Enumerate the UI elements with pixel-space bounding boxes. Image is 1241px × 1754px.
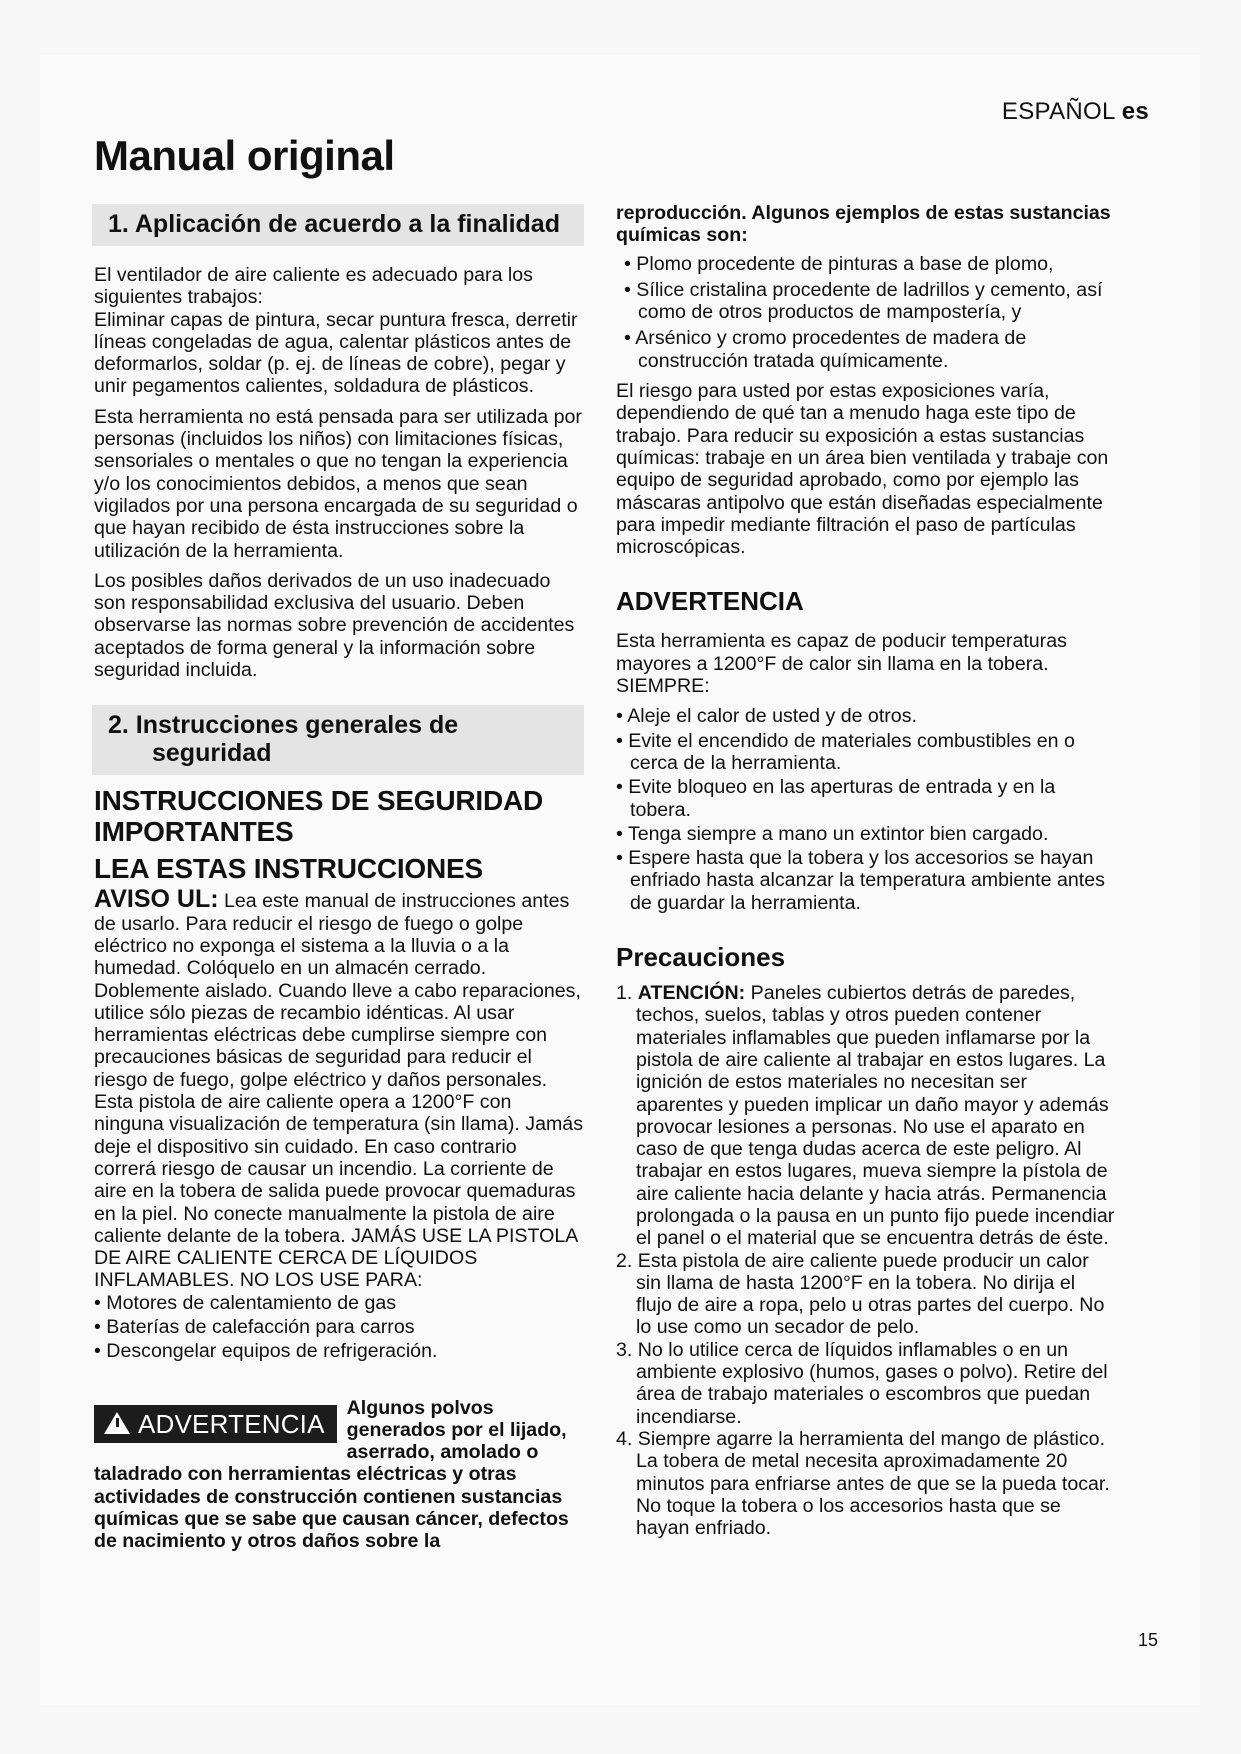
section-1-intro: El ventilador de aire caliente es adecuado para los siguientes trabajos: Eliminar capas de pintura, secar puntura fresca, derretir líneas congeladas de agua, calentar plásticos antes de deformarlos, soldar (p. ej. de líneas de cobre), pegar y unir pegamentos calientes, soldadura de plásticos. bbox=[94, 264, 578, 398]
chemical-warning-continuation: reproducción. Algunos ejemplos de estas sustancias químicas son: bbox=[616, 202, 1111, 247]
warning-badge: ADVERTENCIA bbox=[94, 1405, 337, 1443]
list-item: • Aleje el calor de usted y de otros. bbox=[616, 705, 917, 728]
list-item: • Descongelar equipos de refrigeración. bbox=[94, 1340, 438, 1363]
list-item: • Baterías de calefacción para carros bbox=[94, 1315, 415, 1338]
precauciones-list bbox=[616, 982, 1116, 1539]
list-item: • Espere hasta que la tobera y los accesorios se hayan enfriado hasta alcanzar la temperatura ambiente antes de guardar la herramienta. bbox=[616, 847, 1105, 914]
left-column bbox=[94, 200, 584, 1553]
ul-notice-list bbox=[94, 1292, 584, 1363]
chemical-warning-text: Algunos polvos generados por el lijado, aserrado, amolado o taladrado con herramientas eléctricas y otras actividades de construcción contienen sustancias químicas que se sabe que causan cáncer, defectos de nacimiento y otros daños sobre la bbox=[94, 1396, 569, 1553]
ul-notice-paragraph: AVISO UL: Lea este manual de instrucciones antes de usarlo. Para reducir el riesgo de fuego o golpe eléctrico no exponga el sistema a la lluvia o a la humedad. Colóquelo en un almacén cerrado. Doblemente aislado. Cuando lleve a cabo reparaciones, utilice sólo piezas de recambio idénticas. Al usar herramientas eléctricas debe cumplirse siempre con precauciones básicas de seguridad para reducir el riesgo de fuego, golpe eléctrico y daños personales. Esta pistola de aire caliente opera a 1200°F con ninguna visualización de temperatura (sin llama). Jamás deje el dispositivo sin cuidado. En caso contrario correrá riesgo de causar un incendio. La corriente de aire en la tobera de salida puede provocar quemaduras en la piel. No conecte manualmente la pistola de aire caliente delante de la tobera. JAMÁS USE LA PISTOLA DE AIRE CALIENTE CERCA DE LÍQUIDOS INFLAMABLES. NO LOS USE PARA: bbox=[94, 885, 583, 1292]
list-item: • Motores de calentamiento de gas bbox=[94, 1291, 397, 1314]
advertencia-heading: ADVERTENCIA bbox=[616, 586, 804, 617]
list-item: • Evite bloqueo en las aperturas de entrada y en la tobera. bbox=[616, 776, 1056, 821]
page-number: 15 bbox=[1138, 1630, 1159, 1650]
list-item: 3. No lo utilice cerca de líquidos inflamables o en un ambiente explosivo (humos, gases o polvo). Retire del área de trabajo materiales o escombros que puedan incendiarse. bbox=[616, 1338, 1108, 1428]
ul-notice-label: AVISO UL: bbox=[94, 885, 219, 914]
document-title: Manual original bbox=[94, 132, 395, 179]
important-safety-heading: INSTRUCCIONES DE SEGURIDAD IMPORTANTES bbox=[94, 785, 544, 848]
warning-triangle-icon bbox=[104, 1412, 130, 1434]
read-instructions-heading: LEA ESTAS INSTRUCCIONES bbox=[94, 853, 483, 885]
list-item: • Tenga siempre a mano un extintor bien cargado. bbox=[616, 822, 1049, 845]
list-item: 4. Siempre agarre la herramienta del mango de plástico. La tobera de metal necesita aproximadamente 20 minutos para enfriarse antes de que se la pueda tocar. No toque la tobera o los accesorios hasta que se hayan enfriado. bbox=[616, 1427, 1110, 1540]
chemical-list bbox=[616, 253, 1116, 372]
list-item: 2. Esta pistola de aire caliente puede producir un calor sin llama de hasta 1200°F en la tobera. No dirija el flujo de aire a ropa, pelo u otras partes del cuerpo. No lo use como un secador de pelo. bbox=[616, 1249, 1105, 1339]
advertencia-list bbox=[616, 705, 1116, 914]
advertencia-paragraph: Esta herramienta es capaz de poducir temperaturas mayores a 1200°F de calor sin llama en la tobera. SIEMPRE: bbox=[616, 630, 1067, 698]
section-1-paragraph-liability: Los posibles daños derivados de un uso inadecuado son responsabilidad exclusiva del usuario. Deben observarse las normas sobre prevención de accidentes aceptados de forma general y la información sobre seguridad incluida. bbox=[94, 569, 575, 682]
language-code: es bbox=[1121, 98, 1149, 125]
section-2-heading: 2. Instrucciones generales de seguridad bbox=[92, 705, 584, 775]
list-item: • Sílice cristalina procedente de ladrillos y cemento, así como de otros productos de mampostería, y bbox=[624, 278, 1103, 324]
precauciones-heading: Precauciones bbox=[616, 942, 786, 973]
language-name: ESPAÑOL bbox=[1001, 98, 1115, 125]
section-1-paragraph-users: Esta herramienta no está pensada para ser utilizada por personas (incluidos los niños) con limitaciones físicas, sensoriales o mentales o que no tengan la experiencia y/o los conocimientos debidos, a menos que sean vigilados por una persona encargada de su seguridad o que hayan recibido de ésta instrucciones sobre la utilización de la herramienta. bbox=[94, 405, 582, 562]
section-1-heading: 1. Aplicación de acuerdo a la finalidad bbox=[92, 204, 584, 246]
right-column bbox=[616, 202, 1116, 1539]
list-item: • Evite el encendido de materiales combustibles en o cerca de la herramienta. bbox=[616, 729, 1075, 774]
list-item: • Plomo procedente de pinturas a base de plomo, bbox=[624, 252, 1054, 275]
list-item: • Arsénico y cromo procedentes de madera de construcción tratada químicamente. bbox=[624, 327, 1027, 372]
exposure-risk-paragraph: El riesgo para usted por estas exposiciones varía, dependiendo de qué tan a menudo haga este tipo de trabajo. Para reducir su exposición a estas sustancias químicas: trabaje en un área bien ventilada y trabaje con equipo de seguridad aprobado, como por ejemplo las máscaras antipolvo que están diseñadas especialmente para impedir mediante filtración el paso de partículas microscópicas. bbox=[616, 380, 1109, 559]
language-label bbox=[1002, 98, 1149, 126]
chemical-warning-block bbox=[94, 1397, 584, 1553]
list-item: 1. ATENCIÓN: Paneles cubiertos detrás de paredes, techos, suelos, tablas y otros pueden contener materiales inflamables que pueden inflamarse por la pistola de aire caliente al trabajar en estos lugares. La ignición de estos materiales no necesitan ser aparentes y pueden implicar un daño mayor y además provocar lesiones a personas. No use el aparato en caso de que tenga dudas acerca de este peligro. Al trabajar en estos lugares, mueva siempre la pístola de aire caliente hacia delante y hacia atrás. Permanencia prolongada o la pausa en un punto fijo puede incendiar el panel o el material que se encuentra detrás de éste. bbox=[616, 982, 1115, 1250]
